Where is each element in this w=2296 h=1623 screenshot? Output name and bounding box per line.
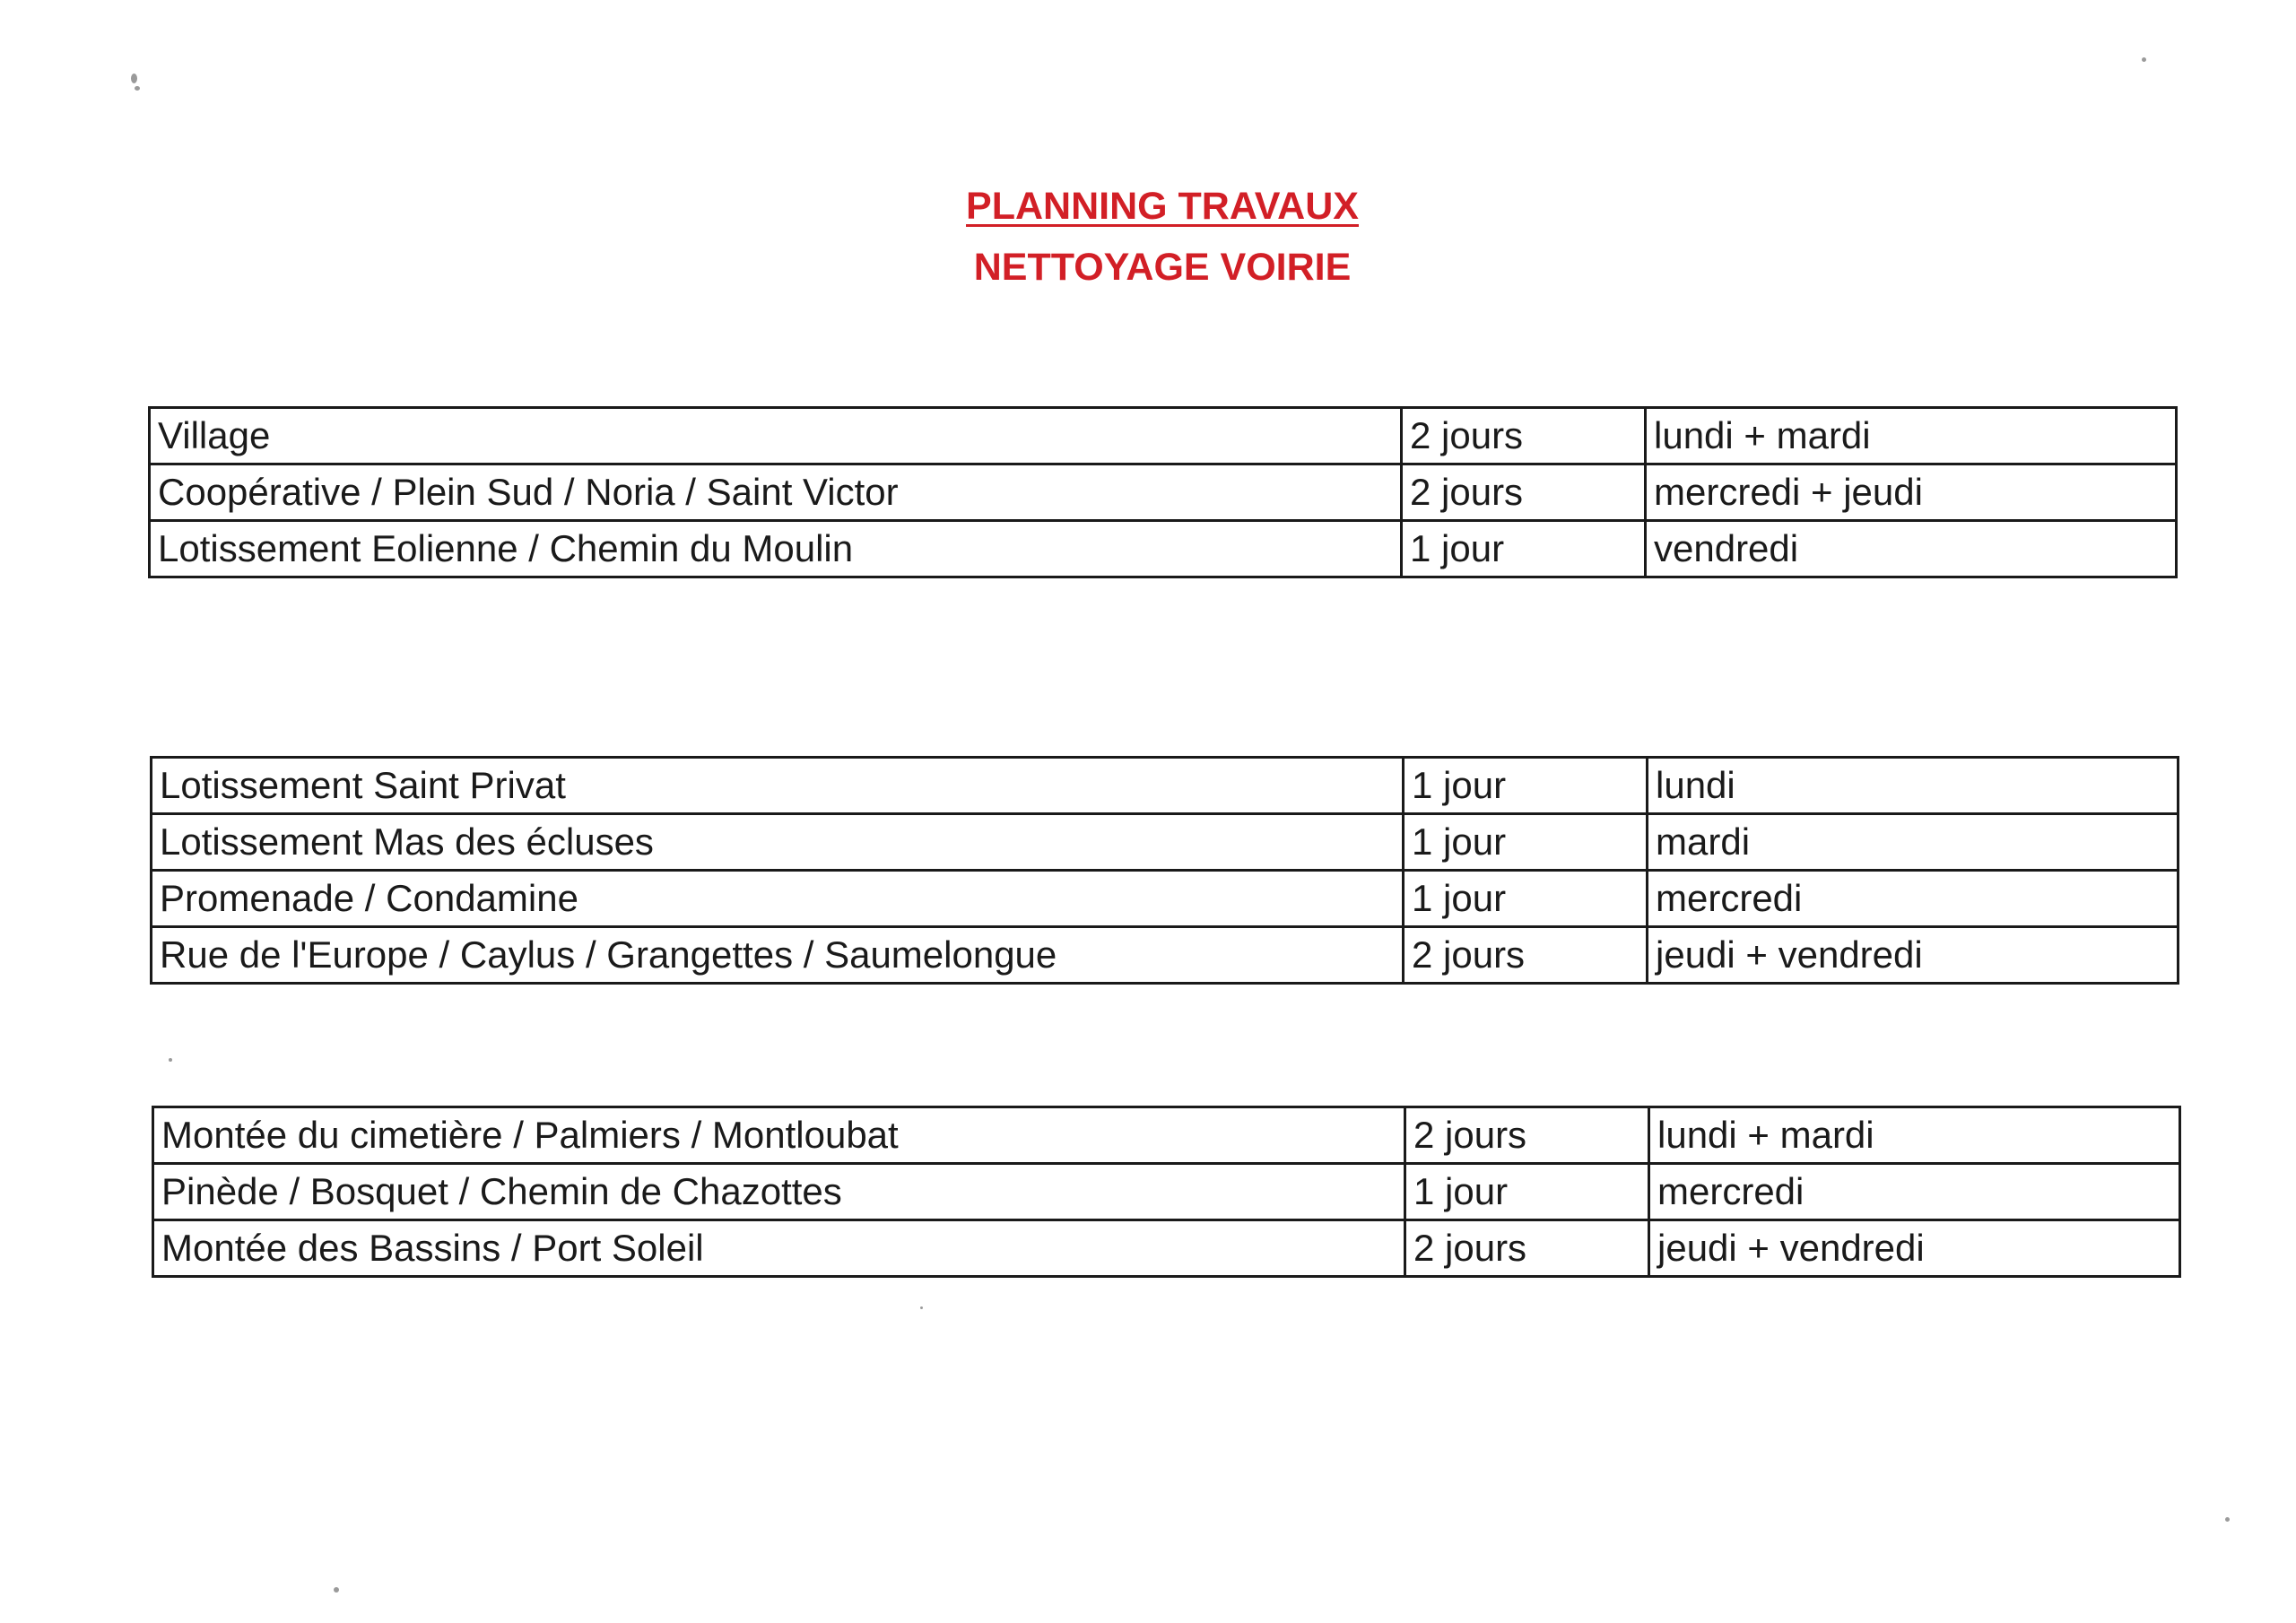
table-row xyxy=(153,1164,2180,1220)
table-row xyxy=(153,1220,2180,1277)
table-row xyxy=(152,927,2179,984)
days-cell: mercredi + jeudi xyxy=(1646,464,2177,521)
duration-cell: 2 jours xyxy=(1404,927,1648,984)
zone-cell: Pinède / Bosquet / Chemin de Chazottes xyxy=(153,1164,1405,1220)
scan-speck xyxy=(334,1587,339,1593)
duration-cell: 1 jour xyxy=(1402,521,1646,577)
zone-cell: Rue de l'Europe / Caylus / Grangettes / Saumelongue xyxy=(152,927,1404,984)
document-heading xyxy=(0,176,2296,298)
days-cell: jeudi + vendredi xyxy=(1648,927,2179,984)
zone-cell: Lotissement Saint Privat xyxy=(152,758,1404,814)
table-row xyxy=(150,464,2177,521)
scan-speck xyxy=(2225,1517,2230,1522)
duration-cell: 2 jours xyxy=(1402,464,1646,521)
zone-cell: Coopérative / Plein Sud / Noria / Saint Victor xyxy=(150,464,1402,521)
schedule-table-2 xyxy=(150,756,2179,985)
scan-speck xyxy=(169,1058,172,1062)
duration-cell: 2 jours xyxy=(1402,408,1646,464)
table-row xyxy=(153,1107,2180,1164)
table-row xyxy=(152,758,2179,814)
scan-speck xyxy=(2142,57,2146,62)
days-cell: lundi + mardi xyxy=(1646,408,2177,464)
duration-cell: 1 jour xyxy=(1405,1164,1649,1220)
scan-speck xyxy=(135,86,140,91)
table-row xyxy=(150,521,2177,577)
zone-cell: Montée du cimetière / Palmiers / Montloubat xyxy=(153,1107,1405,1164)
duration-cell: 1 jour xyxy=(1404,814,1648,871)
zone-cell: Lotissement Mas des écluses xyxy=(152,814,1404,871)
table-row xyxy=(152,814,2179,871)
schedule-table-1 xyxy=(148,406,2178,578)
duration-cell: 2 jours xyxy=(1405,1107,1649,1164)
table-row xyxy=(152,871,2179,927)
duration-cell: 1 jour xyxy=(1404,758,1648,814)
zone-cell: Lotissement Eolienne / Chemin du Moulin xyxy=(150,521,1402,577)
duration-cell: 2 jours xyxy=(1405,1220,1649,1277)
schedule-table-3 xyxy=(152,1106,2181,1278)
zone-cell: Montée des Bassins / Port Soleil xyxy=(153,1220,1405,1277)
table-row xyxy=(150,408,2177,464)
days-cell: vendredi xyxy=(1646,521,2177,577)
document-subtitle: NETTOYAGE VOIRIE xyxy=(973,246,1352,289)
zone-cell: Promenade / Condamine xyxy=(152,871,1404,927)
days-cell: mercredi xyxy=(1648,871,2179,927)
scan-speck xyxy=(920,1306,923,1309)
document-title: PLANNING TRAVAUX xyxy=(966,185,1359,228)
days-cell: lundi + mardi xyxy=(1649,1107,2180,1164)
duration-cell: 1 jour xyxy=(1404,871,1648,927)
days-cell: lundi xyxy=(1648,758,2179,814)
zone-cell: Village xyxy=(150,408,1402,464)
days-cell: mardi xyxy=(1648,814,2179,871)
scan-speck xyxy=(131,74,137,83)
days-cell: mercredi xyxy=(1649,1164,2180,1220)
days-cell: jeudi + vendredi xyxy=(1649,1220,2180,1277)
